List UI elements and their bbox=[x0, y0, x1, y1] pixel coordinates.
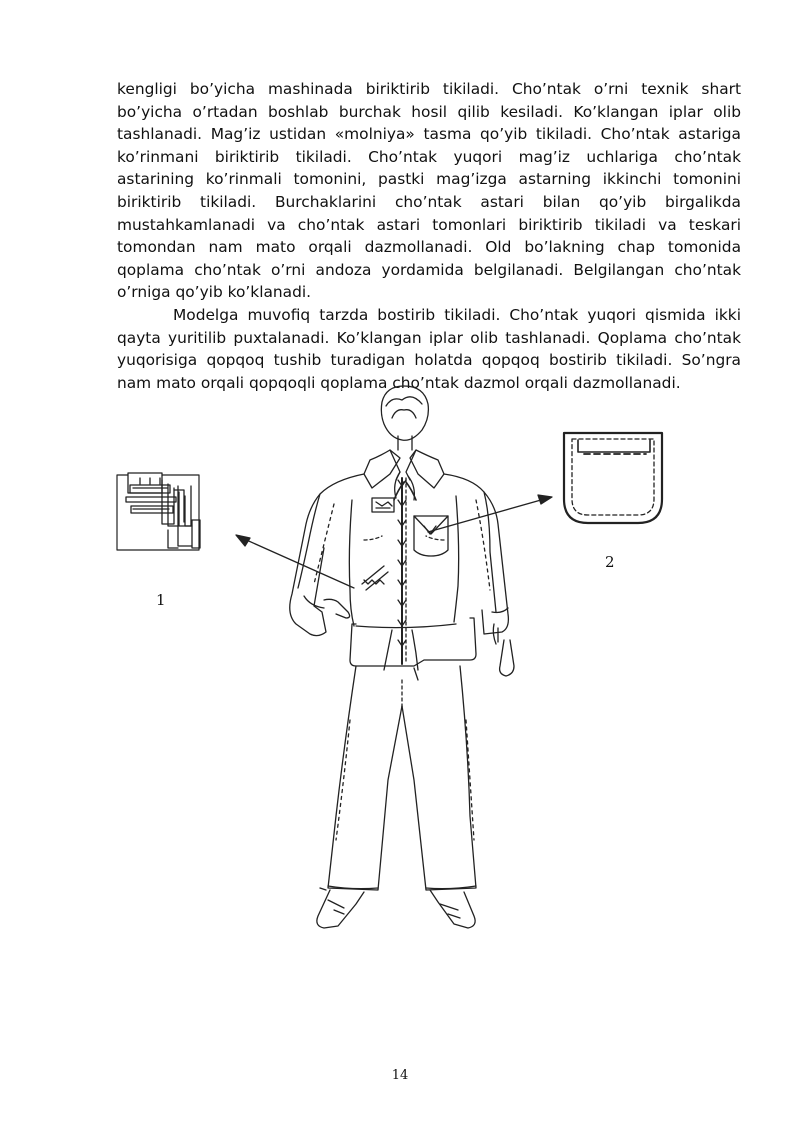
detail-2-patch-pocket bbox=[564, 433, 662, 523]
figure-head bbox=[381, 386, 428, 450]
figure-trousers bbox=[328, 666, 476, 890]
figure-label-2: 2 bbox=[605, 553, 615, 571]
figure-shoes bbox=[317, 888, 475, 928]
paragraph-1: kengligi bo’yicha mashinada biriktirib tikiladi. Cho’ntak o’rni texnik shart bo’yicha o’rtadan boshlab burchak hosil qilib kesiladi. Ko’klangan iplar olib tashlanadi. Mag’iz ustidan «molniya» tasma qo’yib tikiladi. Cho’ntak astariga ko’rinmani biriktirib tikiladi. Cho’ntak yuqori mag’iz uchlariga cho’ntak astarining ko’rinmali tomonini, pastki mag’izga astarning ikkinchi tomonini biriktirib tikiladi. Burchaklarini cho’ntak astari bilan qo’yib birgalikda mustahkamlanadi va cho’ntak astari tomonlari biriktirib tikiladi va teskari tomondan nam mato orqali dazmollanadi. Old bo’lakning chap tomonida qoplama cho’ntak o’rni andoza yordamida belgilanadi. Belgilangan cho’ntak o’rniga qo’yib ko’klanadi. bbox=[117, 80, 741, 302]
detail-1-welt-pocket bbox=[117, 473, 200, 550]
page-number: 14 bbox=[391, 1068, 409, 1083]
figure-label-1: 1 bbox=[156, 591, 166, 609]
paragraph-2: Modelga muvofiq tarzda bostirib tikiladi. Cho’ntak yuqori qismida ikki qayta yuritilib puxtalanadi. Ko’klangan iplar olib tashlanadi. Qoplama cho’ntak yuqorisiga qopqoq tushib turadigan holatda qopqoq bostirib tikiladi. So’ngra nam mato orqali qopqoqli qoplama cho’ntak dazmol orqali dazmollanadi. bbox=[117, 305, 741, 392]
figure-jacket bbox=[290, 450, 514, 680]
